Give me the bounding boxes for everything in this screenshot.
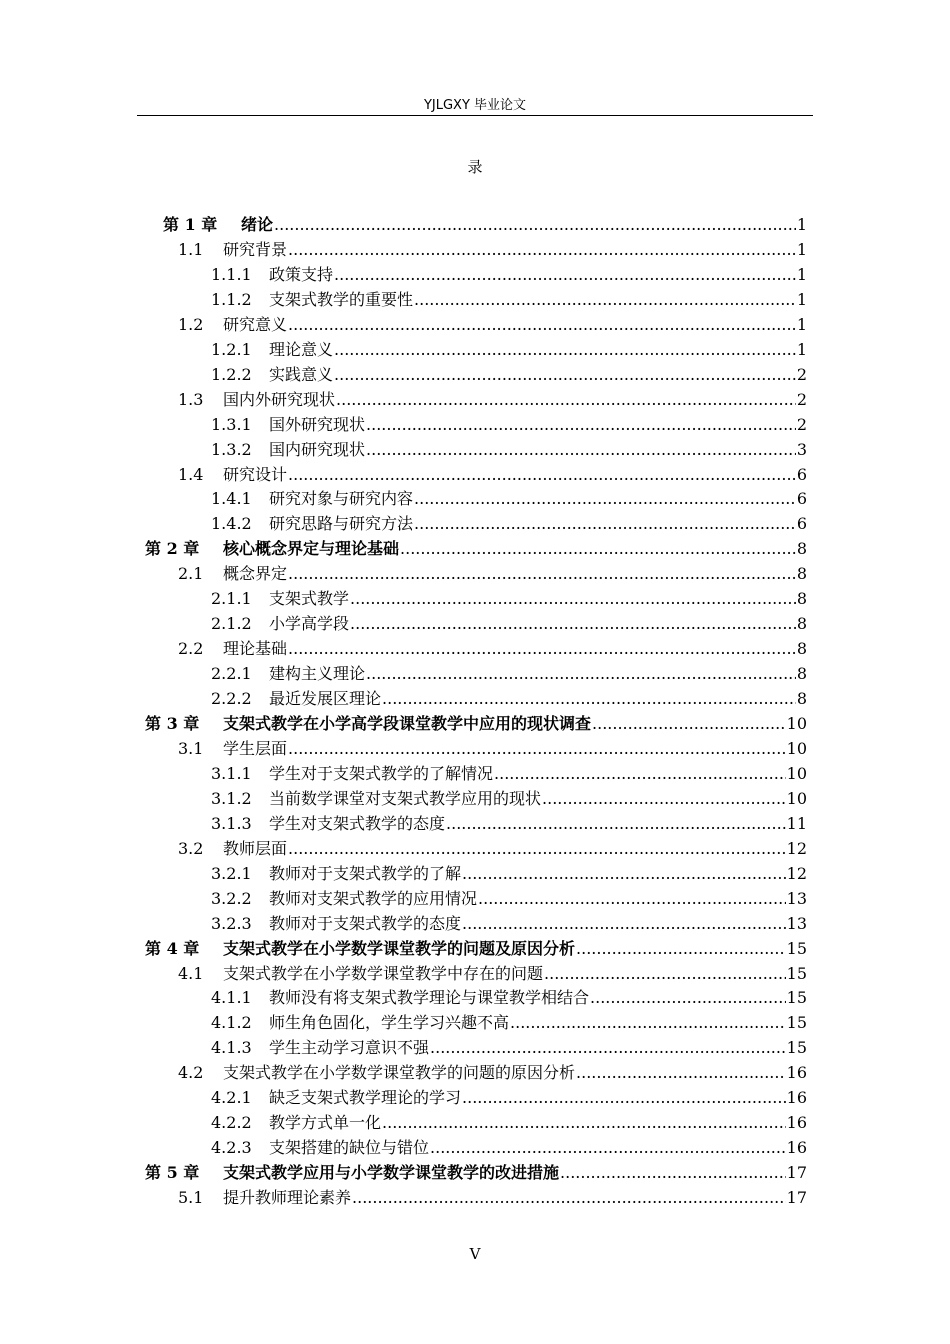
toc-entry-page: 8	[796, 589, 807, 609]
toc-subsection-entry[interactable]	[211, 812, 807, 836]
toc-entry-page: 15	[786, 1038, 807, 1058]
toc-entry-number: 4.2.1	[211, 1088, 252, 1108]
toc-entry-number: 3.1.3	[211, 813, 252, 833]
toc-entry-number: 4.1	[178, 963, 204, 983]
toc-entry-number: 2.1	[178, 564, 204, 584]
dot-leader	[350, 587, 796, 611]
dot-leader	[478, 887, 786, 911]
dot-leader	[430, 1036, 786, 1060]
toc-entry-number: 3.2	[178, 838, 204, 858]
toc-entry-title: 国内外研究现状	[223, 389, 336, 409]
dot-leader	[288, 313, 796, 337]
toc-entry-number: 3.2.1	[211, 863, 252, 883]
toc-entry-page: 1	[796, 289, 807, 309]
toc-section-entry[interactable]	[178, 737, 807, 761]
toc-entry-page: 16	[786, 1063, 807, 1083]
toc-entry-number: 第 2 章	[145, 539, 200, 559]
toc-entry-page: 1	[796, 264, 807, 284]
dot-leader	[288, 238, 796, 262]
dot-leader	[576, 937, 786, 961]
toc-entry-number: 3.2.3	[211, 913, 252, 933]
toc-entry-number: 4.2	[178, 1063, 204, 1083]
toc-entry-number: 第 3 章	[145, 714, 200, 733]
dot-leader	[382, 687, 796, 711]
toc-entry-page: 6	[796, 514, 807, 534]
toc-entry-title: 教师对于支架式教学的了解	[269, 863, 462, 883]
toc-entry-page: 6	[796, 464, 807, 484]
toc-entry-title: 支架式教学的重要性	[269, 289, 414, 309]
toc-entry-title: 支架式教学在小学数学课堂教学中存在的问题	[223, 963, 544, 983]
toc-subsection-entry[interactable]	[211, 762, 807, 786]
dot-leader	[462, 862, 786, 886]
dot-leader	[462, 912, 786, 936]
toc-entry-title: 国外研究现状	[269, 414, 366, 434]
toc-subsection-entry[interactable]	[211, 1011, 807, 1035]
toc-entry-page: 17	[786, 1188, 807, 1208]
toc-entry-title: 学生对支架式教学的态度	[269, 813, 446, 833]
toc-entry-number: 第 5 章	[145, 1163, 200, 1183]
toc-entry-number: 2.1.1	[211, 589, 252, 609]
toc-entry-title: 教师对于支架式教学的态度	[269, 913, 462, 933]
toc-chapter-entry[interactable]	[163, 213, 807, 237]
toc-entry-page: 10	[786, 714, 807, 733]
toc-entry-title: 支架搭建的缺位与错位	[269, 1138, 430, 1158]
toc-entry-number: 1.1.1	[211, 264, 252, 284]
toc-subsection-entry[interactable]	[211, 612, 807, 636]
toc-entry-number: 1.2.1	[211, 339, 252, 359]
toc-entry-page: 1	[796, 239, 807, 259]
toc-entry-title: 学生对于支架式教学的了解情况	[269, 763, 494, 783]
toc-entry-number: 4.1.3	[211, 1038, 252, 1058]
dot-leader	[382, 1111, 786, 1135]
dot-leader	[274, 213, 796, 237]
dot-leader	[414, 487, 796, 511]
toc-entry-page: 13	[786, 913, 807, 933]
toc-subsection-entry[interactable]	[211, 986, 807, 1010]
header-divider	[137, 115, 813, 116]
toc-entry-title: 支架式教学在小学高学段课堂教学中应用的现状调查	[223, 714, 592, 733]
toc-subsection-entry[interactable]	[211, 887, 807, 911]
toc-subsection-entry[interactable]	[211, 438, 807, 462]
dot-leader	[542, 787, 786, 811]
dot-leader	[366, 413, 796, 437]
toc-entry-title: 教师对支架式教学的应用情况	[269, 888, 478, 908]
toc-entry-number: 1.4.2	[211, 514, 252, 534]
toc-entry-title: 支架式教学	[269, 589, 350, 609]
toc-subsection-entry[interactable]	[211, 1086, 807, 1110]
toc-entry-page: 2	[796, 389, 807, 409]
dot-leader	[592, 712, 786, 736]
toc-entry-page: 8	[796, 564, 807, 584]
toc-entry-title: 国内研究现状	[269, 439, 366, 459]
dot-leader	[288, 562, 796, 586]
toc-subsection-entry[interactable]	[211, 413, 807, 437]
toc-chapter-entry[interactable]	[145, 712, 807, 736]
toc-subsection-entry[interactable]	[211, 912, 807, 936]
dot-leader	[462, 1086, 786, 1110]
toc-entry-number: 3.2.2	[211, 888, 252, 908]
toc-entry-title: 概念界定	[223, 564, 288, 584]
toc-entry-title: 学生层面	[223, 738, 288, 758]
dot-leader	[590, 986, 786, 1010]
toc-entry-title: 建构主义理论	[269, 664, 366, 684]
toc-entry-page: 1	[796, 339, 807, 359]
toc-entry-number: 1.4.1	[211, 489, 252, 509]
toc-entry-title: 理论基础	[223, 639, 288, 659]
toc-entry-number: 1.3	[178, 389, 204, 409]
toc-entry-title: 理论意义	[269, 339, 334, 359]
dot-leader	[288, 637, 796, 661]
toc-entry-page: 1	[796, 314, 807, 334]
page-number: V	[469, 1245, 481, 1263]
dot-leader	[366, 438, 796, 462]
toc-entry-number: 3.1	[178, 738, 204, 758]
toc-subsection-entry[interactable]	[211, 512, 807, 536]
toc-entry-page: 17	[786, 1163, 807, 1183]
toc-section-entry[interactable]	[178, 313, 807, 337]
toc-entry-page: 8	[796, 664, 807, 684]
dot-leader	[576, 1061, 786, 1085]
toc-entry-title: 提升教师理论素养	[223, 1188, 352, 1208]
toc-entry-page: 15	[786, 938, 807, 958]
toc-section-entry[interactable]	[178, 962, 807, 986]
toc-entry-title: 支架式教学在小学数学课堂教学的问题及原因分析	[223, 938, 576, 958]
toc-entry-page: 16	[786, 1088, 807, 1108]
dot-leader	[494, 762, 786, 786]
toc-entry-title: 缺乏支架式教学理论的学习	[269, 1088, 462, 1108]
toc-subsection-entry[interactable]	[211, 1136, 807, 1160]
toc-subsection-entry[interactable]	[211, 662, 807, 686]
toc-entry-number: 1.3.1	[211, 414, 252, 434]
toc-section-entry[interactable]	[178, 562, 807, 586]
toc-entry-title: 当前数学课堂对支架式教学应用的现状	[269, 788, 542, 808]
toc-entry-title: 研究对象与研究内容	[269, 489, 414, 509]
toc-entry-number: 第 1 章	[163, 215, 218, 234]
toc-entry-page: 15	[786, 988, 807, 1008]
toc-entry-number: 4.1.1	[211, 988, 252, 1008]
toc-section-entry[interactable]	[178, 1186, 807, 1210]
toc-subsection-entry[interactable]	[211, 1036, 807, 1060]
toc-entry-title: 教师层面	[223, 838, 288, 858]
toc-subsection-entry[interactable]	[211, 1111, 807, 1135]
toc-title: 录	[467, 158, 483, 176]
toc-entry-page: 11	[786, 813, 807, 833]
toc-entry-number: 4.2.3	[211, 1138, 252, 1158]
toc-entry-title: 政策支持	[269, 264, 334, 284]
toc-entry-page: 10	[786, 738, 807, 758]
toc-entry-page: 10	[786, 788, 807, 808]
toc-subsection-entry[interactable]	[211, 338, 807, 362]
toc-entry-number: 4.2.2	[211, 1113, 252, 1133]
toc-subsection-entry[interactable]	[211, 787, 807, 811]
toc-entry-title: 师生角色固化，学生学习兴趣不高	[269, 1013, 510, 1033]
toc-entry-page: 8	[796, 639, 807, 659]
running-header: YJLGXY 毕业论文	[423, 98, 527, 113]
toc-entry-number: 5.1	[178, 1188, 204, 1208]
toc-entry-title: 核心概念界定与理论基础	[223, 539, 400, 559]
toc-section-entry[interactable]	[178, 637, 807, 661]
toc-subsection-entry[interactable]	[211, 862, 807, 886]
dot-leader	[414, 512, 796, 536]
toc-entry-number: 1.2	[178, 314, 204, 334]
toc-subsection-entry[interactable]	[211, 487, 807, 511]
toc-entry-page: 8	[796, 614, 807, 634]
toc-section-entry[interactable]	[178, 837, 807, 861]
toc-entry-page: 16	[786, 1138, 807, 1158]
toc-section-entry[interactable]	[178, 388, 807, 412]
dot-leader	[544, 962, 786, 986]
dot-leader	[366, 662, 796, 686]
dot-leader	[400, 537, 796, 561]
dot-leader	[352, 1186, 786, 1210]
toc-entry-page: 2	[796, 364, 807, 384]
toc-chapter-entry[interactable]	[145, 537, 807, 561]
dot-leader	[446, 812, 786, 836]
toc-entry-page: 12	[786, 863, 807, 883]
toc-section-entry[interactable]	[178, 463, 807, 487]
toc-entry-title: 教师没有将支架式教学理论与课堂教学相结合	[269, 988, 590, 1008]
dot-leader	[288, 837, 786, 861]
toc-entry-title: 最近发展区理论	[269, 689, 382, 709]
toc-entry-number: 2.2.2	[211, 689, 252, 709]
dot-leader	[414, 288, 796, 312]
toc-section-entry[interactable]	[178, 1061, 807, 1085]
toc-entry-page: 2	[796, 414, 807, 434]
toc-entry-page: 6	[796, 489, 807, 509]
toc-subsection-entry[interactable]	[211, 687, 807, 711]
toc-entry-page: 1	[796, 215, 807, 234]
toc-entry-title: 研究思路与研究方法	[269, 514, 414, 534]
dot-leader	[334, 363, 796, 387]
toc-entry-number: 1.1	[178, 239, 204, 259]
toc-entry-number: 3.1.1	[211, 763, 252, 783]
toc-subsection-entry[interactable]	[211, 363, 807, 387]
toc-entry-page: 8	[796, 539, 807, 559]
dot-leader	[334, 338, 796, 362]
toc-entry-title: 小学高学段	[269, 614, 350, 634]
dot-leader	[288, 737, 786, 761]
dot-leader	[560, 1161, 786, 1185]
toc-entry-title: 研究设计	[223, 464, 288, 484]
toc-entry-page: 16	[786, 1113, 807, 1133]
toc-entry-title: 教学方式单一化	[269, 1113, 382, 1133]
toc-entry-number: 第 4 章	[145, 938, 200, 958]
dot-leader	[430, 1136, 786, 1160]
toc-entry-title: 研究意义	[223, 314, 288, 334]
dot-leader	[336, 388, 796, 412]
toc-entry-title: 研究背景	[223, 239, 288, 259]
toc-entry-number: 2.1.2	[211, 614, 252, 634]
toc-entry-number: 4.1.2	[211, 1013, 252, 1033]
dot-leader	[510, 1011, 786, 1035]
toc-chapter-entry[interactable]	[145, 937, 807, 961]
toc-entry-number: 1.3.2	[211, 439, 252, 459]
toc-entry-page: 15	[786, 1013, 807, 1033]
toc-entry-title: 实践意义	[269, 364, 334, 384]
toc-entry-number: 1.4	[178, 464, 204, 484]
toc-section-entry[interactable]	[178, 238, 807, 262]
toc-entry-number: 2.2.1	[211, 664, 252, 684]
toc-entry-number: 1.2.2	[211, 364, 252, 384]
toc-entry-number: 3.1.2	[211, 788, 252, 808]
toc-entry-page: 12	[786, 838, 807, 858]
toc-chapter-entry[interactable]	[145, 1161, 807, 1185]
dot-leader	[288, 463, 796, 487]
toc-entry-title: 支架式教学在小学数学课堂教学的问题的原因分析	[223, 1063, 576, 1083]
toc-entry-title: 支架式教学应用与小学数学课堂教学的改进措施	[223, 1163, 560, 1183]
toc-entry-title: 绪论	[241, 215, 274, 234]
toc-entry-page: 3	[796, 439, 807, 459]
dot-leader	[334, 263, 796, 287]
toc-entry-page: 15	[786, 963, 807, 983]
dot-leader	[350, 612, 796, 636]
toc-entry-title: 学生主动学习意识不强	[269, 1038, 430, 1058]
toc-entry-page: 8	[796, 689, 807, 709]
toc-entry-page: 10	[786, 763, 807, 783]
toc-subsection-entry[interactable]	[211, 587, 807, 611]
toc-subsection-entry[interactable]	[211, 263, 807, 287]
toc-subsection-entry[interactable]	[211, 288, 807, 312]
toc-entry-number: 2.2	[178, 639, 204, 659]
toc-entry-number: 1.1.2	[211, 289, 252, 309]
toc-entry-page: 13	[786, 888, 807, 908]
